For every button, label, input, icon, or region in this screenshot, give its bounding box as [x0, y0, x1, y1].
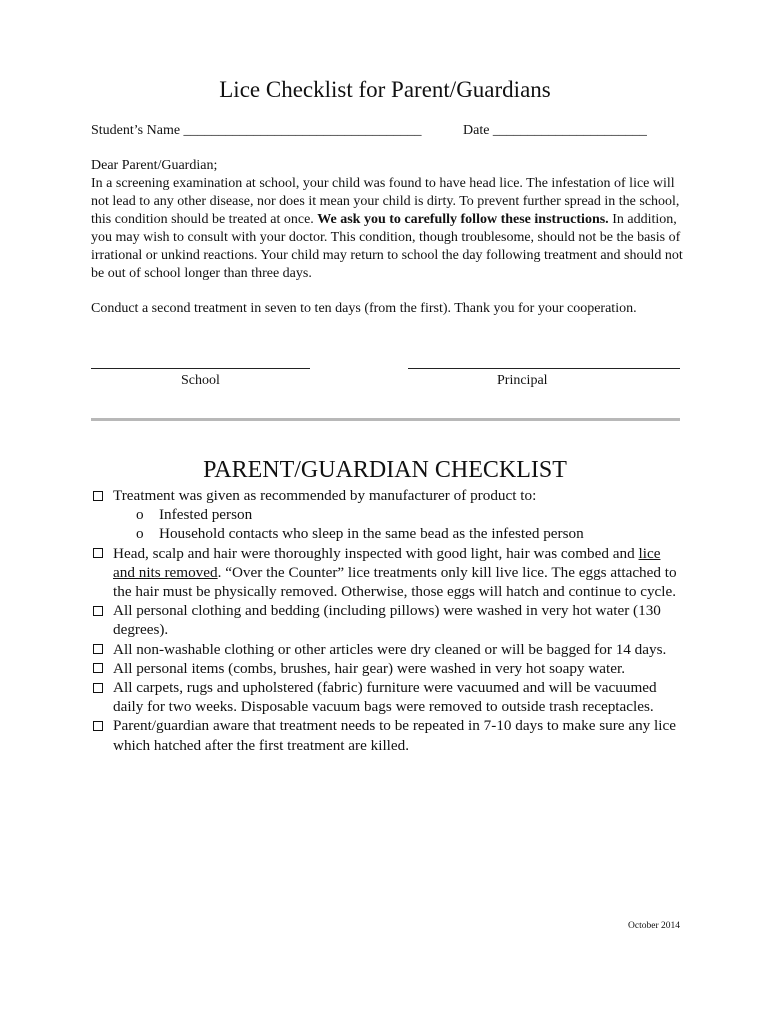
checklist-item: All personal clothing and bedding (including pillows) were washed in very hot water (130 degrees). — [91, 601, 681, 639]
checklist-item: Head, scalp and hair were thoroughly inspected with good light, hair was combed and lice and nits removed. “Over the Counter” lice treatments only kill live lice. The eggs attached to the hair must be physically removed. Otherwise, those eggs will hatch and continue to cycle. — [91, 544, 681, 602]
circle-bullet-icon: o — [136, 525, 144, 543]
footer-date: October 2014 — [628, 921, 680, 931]
letter-body — [91, 157, 686, 318]
checklist — [91, 486, 681, 755]
checklist-item: All personal items (combs, brushes, hair gear) were washed in very hot soapy water. — [91, 659, 681, 678]
student-name-blank[interactable]: ___________________________ — [232, 123, 422, 138]
checklist-item: Treatment was given as recommended by manufacturer of product to: — [91, 486, 681, 505]
student-name-label: Student’s Name _______ — [91, 123, 233, 138]
checkbox-icon[interactable] — [93, 491, 103, 501]
checkbox-icon[interactable] — [93, 683, 103, 693]
date-field[interactable]: Date ______________________ — [463, 123, 647, 138]
document-title: Lice Checklist for Parent/Guardians — [219, 77, 551, 102]
letter-paragraph-1: In a screening examination at school, your child was found to have head lice. The infestation of lice will not lead to any other disease, nor does it mean your child is dirty. To prevent further spread in the school, this condition should be treated at once. We ask you to carefully follow these instructions. In addition, you may wish to consult with your doctor. This condition, though troublesome, should not be the basis of irrational or unkind reactions. Your child may return to school the day following treatment and should not be out of school longer than three days. — [91, 176, 683, 281]
section-divider — [91, 418, 680, 421]
checklist-item: Parent/guardian aware that treatment needs to be repeated in 7-10 days to make sure any lice which hatched after the first treatment are killed. — [91, 716, 681, 754]
letter-paragraph-2: Conduct a second treatment in seven to ten days (from the first). Thank you for your cooperation. — [91, 301, 637, 316]
checkbox-icon[interactable] — [93, 663, 103, 673]
principal-signature-line[interactable] — [408, 368, 680, 369]
checklist-title: PARENT/GUARDIAN CHECKLIST — [203, 457, 567, 483]
salutation: Dear Parent/Guardian; — [91, 158, 218, 173]
checkbox-icon[interactable] — [93, 606, 103, 616]
principal-label: Principal — [497, 373, 548, 388]
school-label: School — [181, 373, 220, 388]
student-name-field[interactable] — [91, 122, 422, 140]
school-signature-line[interactable] — [91, 368, 310, 369]
instruction-emphasis: We ask you to carefully follow these instructions. — [317, 212, 609, 227]
circle-bullet-icon: o — [136, 506, 144, 524]
checklist-item: All non-washable clothing or other articles were dry cleaned or will be bagged for 14 days. — [91, 640, 681, 659]
checklist-subitem: o Household contacts who sleep in the same bead as the infested person — [136, 525, 584, 543]
checkbox-icon[interactable] — [93, 548, 103, 558]
checklist-item: All carpets, rugs and upholstered (fabric) furniture were vacuumed and will be vacuumed daily for two weeks. Disposable vacuum bags were removed to outside trash receptacles. — [91, 678, 681, 716]
checkbox-icon[interactable] — [93, 721, 103, 731]
checkbox-icon[interactable] — [93, 644, 103, 654]
checklist-subitem: o Infested person — [136, 506, 253, 524]
